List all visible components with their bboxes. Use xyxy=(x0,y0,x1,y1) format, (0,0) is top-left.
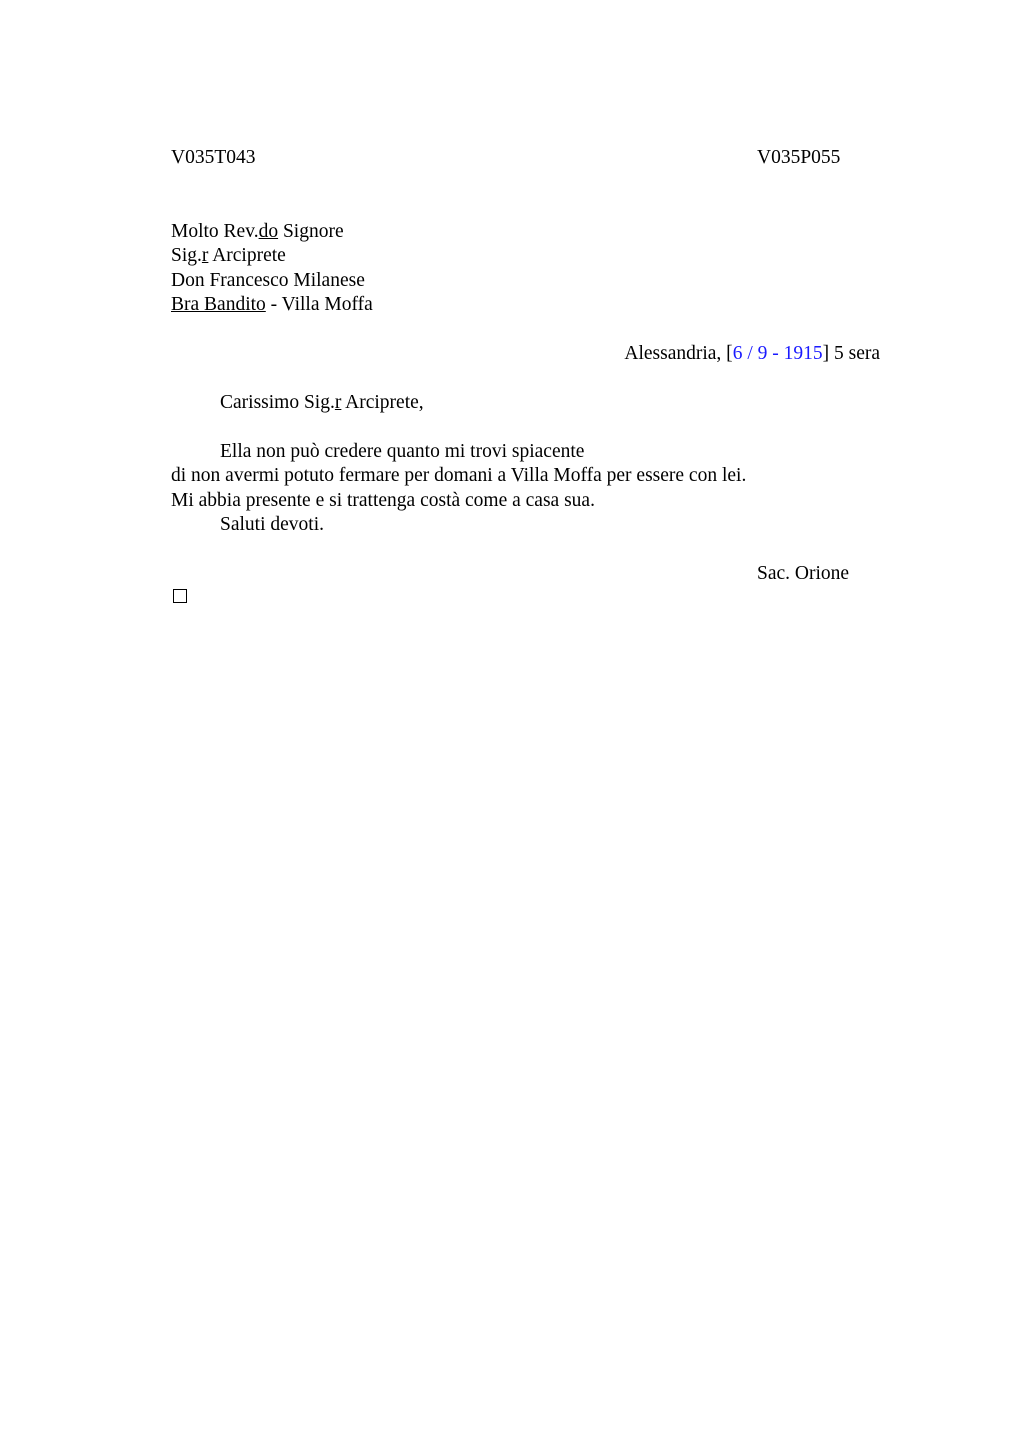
document-code-left: V035T043 xyxy=(171,147,256,168)
end-mark-square xyxy=(173,589,187,603)
dateline-tail: ] 5 sera xyxy=(822,343,880,364)
address-line-1 xyxy=(171,220,344,245)
salutation-part: Arciprete, xyxy=(341,392,424,413)
dateline-date: 6 / 9 - 1915 xyxy=(732,343,823,364)
body-line-2: di non avermi potuto fermare per domani a Villa Moffa per essere con lei. xyxy=(171,465,747,486)
salutation-part: Carissimo Sig. xyxy=(220,392,335,413)
address-line-2-part: Arciprete xyxy=(208,245,286,266)
address-line-4-part: - Villa Moffa xyxy=(265,294,373,315)
address-line-3: Don Francesco Milanese xyxy=(171,270,365,291)
address-line-1-superscript: do xyxy=(258,221,279,242)
signature: Sac. Orione xyxy=(757,563,850,584)
address-line-1-part: Molto Rev. xyxy=(171,221,259,242)
body-line-4: Saluti devoti. xyxy=(220,514,324,535)
address-line-2 xyxy=(171,244,286,269)
dateline xyxy=(624,342,880,367)
salutation xyxy=(220,391,424,416)
salutation-superscript: r xyxy=(334,392,342,413)
address-line-1-part: Signore xyxy=(278,221,344,242)
address-line-4-place: Bra Bandito xyxy=(171,294,266,315)
address-line-2-superscript: r xyxy=(201,245,209,266)
document-code-right: V035P055 xyxy=(757,147,841,168)
body-line-3: Mi abbia presente e si trattenga costà come a casa sua. xyxy=(171,490,595,511)
address-line-2-part: Sig. xyxy=(171,245,202,266)
body-line-1: Ella non può credere quanto mi trovi spiacente xyxy=(220,441,585,462)
address-line-4 xyxy=(171,293,373,318)
dateline-place: Alessandria, [ xyxy=(624,343,733,364)
